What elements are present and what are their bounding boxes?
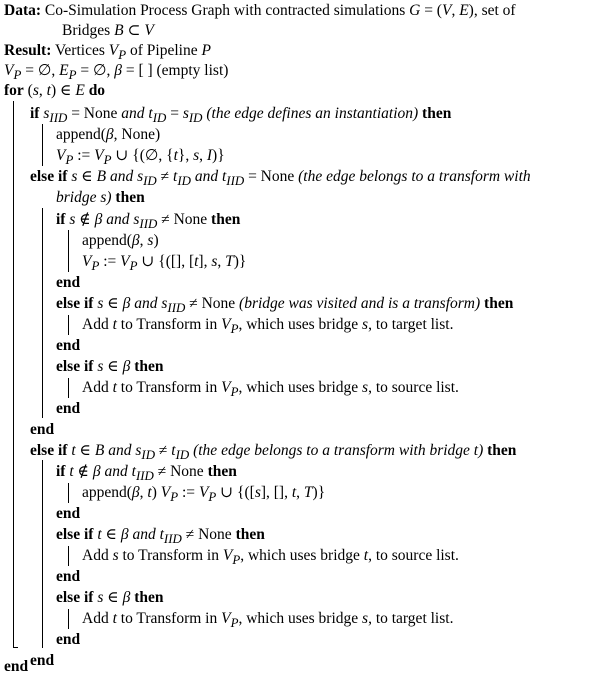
end-2: end (56, 337, 81, 354)
elseif-s-in-beta-2: else if s ∈ β then (56, 589, 164, 606)
end-1: end (56, 274, 81, 291)
if-s-not-in-beta-bar (68, 230, 69, 272)
for-body-bar (13, 101, 14, 647)
append-t-vp: append(β, t) $V_P$ := $V_P$ ∪ {([s], [], t, T)} (82, 484, 326, 505)
elseif-s-in-beta-bar (68, 378, 69, 398)
end-7: end (56, 631, 81, 648)
elseif-visited-bar (68, 315, 69, 335)
elseif-s-in-beta-2-bar (68, 609, 69, 629)
vp-instantiation: $V_P$ := $V_P$ ∪ {(∅, {t}, s, I)} (56, 147, 225, 168)
elseif-bridge-s-cont: bridge s) then (56, 189, 145, 206)
elseif-visited: else if s ∈ β and $s_{IID}$ ≠ None (bridge was visited and is a transform) then (56, 295, 514, 316)
elseif-bridge-t-bar (42, 460, 43, 648)
for-body-tick (13, 647, 18, 648)
add-t-target: Add t to Transform in $V_P$, which uses bridge s, to target list. (82, 316, 454, 337)
data-line-cont: Bridges B ⊂ V (62, 22, 154, 39)
for-line: for (s, t) ∈ E do (4, 82, 106, 99)
elseif-t-in-beta-bar (68, 546, 69, 566)
append-s: append(β, s) (82, 232, 159, 249)
elseif-bridge-t: else if t ∈ B and $s_{ID} \ne t_{ID}$ (the edge belongs to a transform with bridge t) then (30, 442, 517, 463)
elseif-bridge-s: else if s ∈ B and $s_{ID} \ne t_{ID}$ and $t_{IID}$ = None (the edge belongs to a transform with (30, 168, 531, 189)
if-instantiation-bar (42, 124, 43, 166)
end-5: end (56, 505, 81, 522)
add-t-target-2: Add t to Transform in $V_P$, which uses bridge s, to target list. (82, 610, 454, 631)
add-s-source: Add s to Transform in $V_P$, which uses bridge t, to source list. (82, 547, 459, 568)
if-instantiation: if $s_{IID}$ = None and $t_{ID} = s_{ID}$ (the edge defines an instantiation) then (30, 105, 452, 126)
if-s-not-in-beta: if s ∉ β and $s_{IID}$ ≠ None then (56, 211, 241, 232)
end-8: end (30, 652, 55, 669)
result-line: Result: Vertices $V_P$ of Pipeline P (4, 42, 211, 63)
data-line: Data: Co-Simulation Process Graph with contracted simulations G = (V, E), set of (4, 2, 516, 19)
end-6: end (56, 568, 81, 585)
elseif-t-in-beta: else if t ∈ β and $t_{IID}$ ≠ None then (56, 526, 265, 547)
add-t-source: Add t to Transform in $V_P$, which uses bridge s, to source list. (82, 379, 459, 400)
append-none: append(β, None) (56, 126, 161, 143)
if-t-not-in-beta-bar (68, 483, 69, 503)
end-9: end (4, 658, 29, 675)
end-3: end (56, 400, 81, 417)
if-t-not-in-beta: if t ∉ β and $t_{IID}$ ≠ None then (56, 463, 237, 484)
init-line: $V_P$ = ∅, $E_P$ = ∅, β = [ ] (empty list) (4, 62, 229, 83)
elseif-s-in-beta: else if s ∈ β then (56, 358, 164, 375)
vp-transform-s: $V_P$ := $V_P$ ∪ {([], [t], s, T)} (82, 253, 247, 274)
elseif-bridge-s-bar (42, 208, 43, 418)
end-4: end (30, 421, 55, 438)
